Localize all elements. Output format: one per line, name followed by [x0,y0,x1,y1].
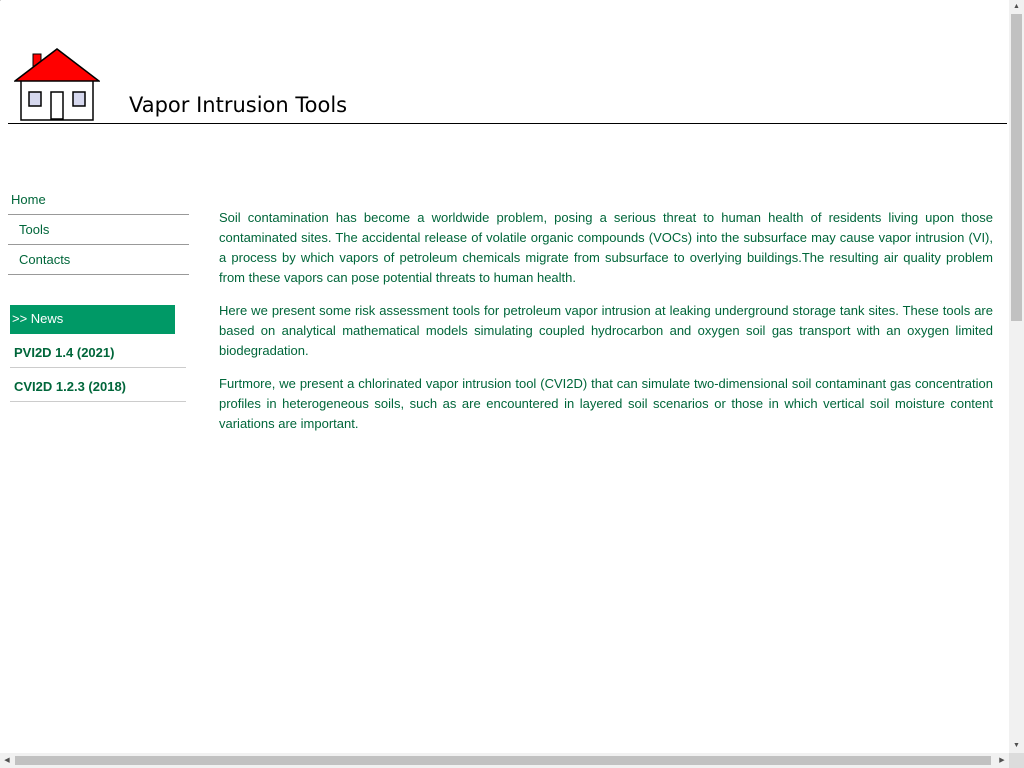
tools-paragraph: Here we present some risk assessment tools for petroleum vapor intrusion at leaking underground storage tank sites. These tools are based on analytical mathematical models simulating coupled hydrocarbon and oxygen soil gas transport with an oxygen limited biodegradation. [219,303,993,358]
nav-contacts-link[interactable]: Contacts [8,245,189,275]
main-content [219,208,993,447]
scroll-left-icon[interactable]: ◀ [4,757,10,764]
sidebar [8,185,189,402]
vertical-scrollbar[interactable] [1009,0,1024,753]
scroll-down-icon[interactable]: ▼ [1013,742,1020,749]
intro-paragraph: Soil contamination has become a worldwide problem, posing a serious threat to human health of residents living upon those contaminated sites. The accidental release of volatile organic compounds (VOCs) into the subsurface may cause vapor intrusion (VI), a process by which vapors of petroleum chemicals migrate from subsurface to overlying buildings.The resulting air quality problem from these vapors can pose potential threats to human health. [219,210,993,285]
scroll-right-icon[interactable]: ▶ [999,757,1005,764]
corner-mark: ' [0,0,2,6]
scroll-up-icon[interactable]: ▲ [1013,3,1020,10]
cvi2d-paragraph: Furtmore, we present a chlorinated vapor intrusion tool (CVI2D) that can simulate two-dimensional soil contaminant gas concentration profiles in heterogeneous soils, such as are encountered in layered soil scenarios or those in which vertical soil moisture content variations are important. [219,376,993,431]
horizontal-scroll-thumb[interactable] [15,756,991,765]
site-title: Vapor Intrusion Tools [129,93,348,117]
scrollbar-corner [1009,753,1024,768]
site-header [8,44,1007,124]
nav-tools-link[interactable]: Tools [8,215,189,245]
horizontal-scrollbar[interactable] [0,753,1009,768]
house-icon[interactable] [14,48,100,122]
news-header: >> News [10,305,175,334]
vertical-scroll-thumb[interactable] [1011,14,1022,321]
news-item-cvi2d[interactable]: CVI2D 1.2.3 (2018) [10,368,186,402]
news-item-pvi2d[interactable]: PVI2D 1.4 (2021) [10,334,186,368]
nav-home-link[interactable]: Home [8,185,189,215]
